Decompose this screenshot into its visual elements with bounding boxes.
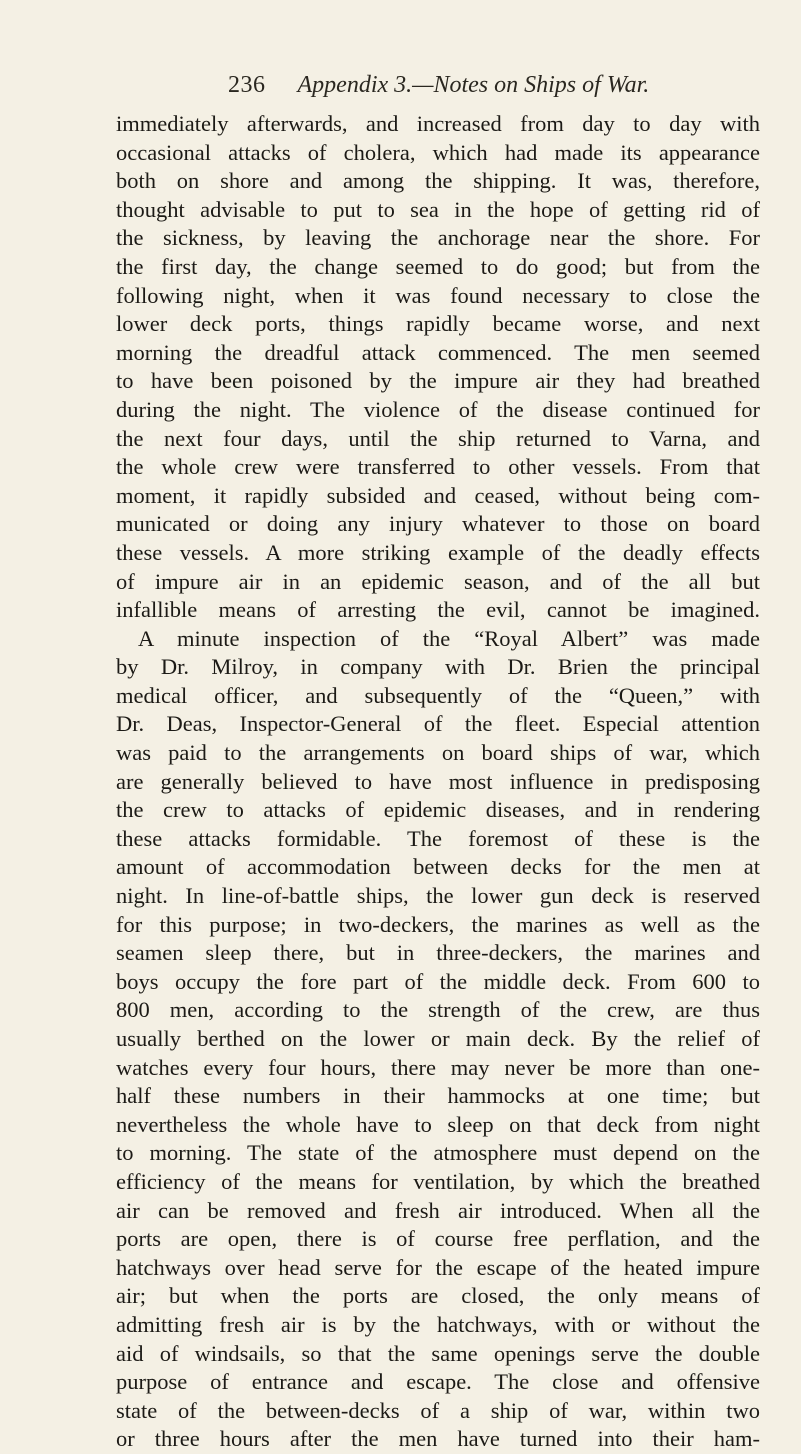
text-line: state of the between-decks of a ship of war, within two	[116, 1397, 760, 1423]
text-line: during the night. The violence of the disease continued for	[116, 396, 760, 422]
text-line: aid of windsails, so that the same openings serve the double	[116, 1340, 760, 1366]
text-line: amount of accommodation between decks for the men at	[116, 854, 760, 880]
text-line: by Dr. Milroy, in company with Dr. Brien the principal	[116, 654, 760, 680]
text-line: the crew to attacks of epidemic diseases, and in rendering	[116, 797, 760, 823]
text-line: or three hours after the men have turned into their ham-	[116, 1426, 760, 1452]
text-line: following night, when it was found necessary to close the	[116, 282, 760, 308]
running-title: Appendix 3.—Notes on Ships of War.	[297, 72, 650, 98]
page-number: 236	[228, 72, 266, 98]
text-line: watches every four hours, there may never be more than one-	[116, 1054, 760, 1080]
text-line: immediately afterwards, and increased from day to day with	[116, 111, 760, 136]
text-line: the sickness, by leaving the anchorage near the shore. For	[116, 225, 760, 251]
text-line: to have been poisoned by the impure air they had breathed	[116, 368, 760, 394]
paragraph-first-line: A minute inspection of the “Royal Albert” was made	[138, 625, 760, 651]
text-line: both on shore and among the shipping. It was, therefore,	[116, 168, 760, 194]
text-line: the next four days, until the ship returned to Varna, and	[116, 425, 760, 451]
text-line: half these numbers in their hammocks at one time; but	[116, 1083, 760, 1109]
text-line: boys occupy the fore part of the middle deck. From 600 to	[116, 968, 760, 994]
text-line: moment, it rapidly subsided and ceased, without being com-	[116, 482, 760, 508]
text-line: seamen sleep there, but in three-deckers, the marines and	[116, 940, 760, 966]
text-line: lower deck ports, things rapidly became worse, and next	[116, 311, 760, 337]
text-line: the whole crew were transferred to other vessels. From that	[116, 454, 760, 480]
text-line: are generally believed to have most influence in predisposing	[116, 768, 760, 794]
text-line: infallible means of arresting the evil, cannot be imagined.	[116, 597, 760, 623]
text-line: these vessels. A more striking example of the deadly effects	[116, 539, 760, 565]
text-line: medical officer, and subsequently of the “Queen,” with	[116, 682, 760, 708]
text-line: occasional attacks of cholera, which had made its appearance	[116, 139, 760, 165]
text-line: 800 men, according to the strength of the crew, are thus	[116, 997, 760, 1023]
text-line: nevertheless the whole have to sleep on that deck from night	[116, 1111, 760, 1137]
text-line: efficiency of the means for ventilation, by which the breathed	[116, 1168, 760, 1194]
text-line: Dr. Deas, Inspector-General of the fleet. Especial attention	[116, 711, 760, 737]
text-line: air; but when the ports are closed, the only means of	[116, 1283, 760, 1309]
text-line: morning the dreadful attack commenced. The men seemed	[116, 339, 760, 365]
text-line: municated or doing any injury whatever to those on board	[116, 511, 760, 537]
text-line: hatchways over head serve for the escape of the heated impure	[116, 1254, 760, 1280]
running-head	[228, 70, 649, 100]
text-line: admitting fresh air is by the hatchways, with or without the	[116, 1311, 760, 1337]
text-line: night. In line-of-battle ships, the lower gun deck is reserved	[116, 883, 760, 909]
text-line: usually berthed on the lower or main deck. By the relief of	[116, 1026, 760, 1051]
text-line: to morning. The state of the atmosphere must depend on the	[116, 1140, 760, 1166]
text-line: these attacks formidable. The foremost of these is the	[116, 825, 760, 851]
text-line: thought advisable to put to sea in the hope of getting rid of	[116, 196, 760, 222]
text-line: was paid to the arrangements on board ships of war, which	[116, 740, 760, 766]
text-line: for this purpose; in two-deckers, the marines as well as the	[116, 911, 760, 937]
text-line: purpose of entrance and escape. The close and offensive	[116, 1369, 760, 1395]
text-line: the first day, the change seemed to do good; but from the	[116, 253, 760, 279]
text-line: of impure air in an epidemic season, and of the all but	[116, 568, 760, 594]
text-line: ports are open, there is of course free perflation, and the	[116, 1226, 760, 1252]
body-text	[116, 110, 760, 1454]
text-line: air can be removed and fresh air introduced. When all the	[116, 1197, 760, 1223]
